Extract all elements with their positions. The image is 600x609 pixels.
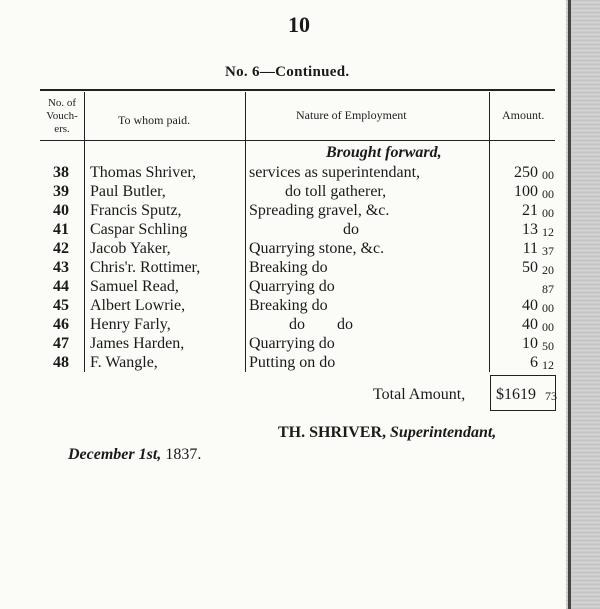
payee-name: Samuel Read,: [90, 278, 179, 295]
total-box-left: [490, 375, 491, 411]
amount-cents: 00: [542, 301, 554, 315]
signature: [278, 424, 496, 442]
signatory-name: TH. SHRIVER,: [278, 424, 387, 441]
amount-dollars: 21: [522, 202, 538, 219]
date: [68, 446, 201, 464]
total-bottom-rule: [490, 410, 555, 411]
table-title: No. 6—Continued.: [225, 64, 350, 80]
voucher-number: 41: [53, 221, 69, 238]
amount-dollars: 10: [522, 335, 538, 352]
voucher-number: 48: [53, 354, 69, 371]
header-bottom-rule: [40, 140, 555, 141]
voucher-number: 45: [53, 297, 69, 314]
amount-cents: 37: [542, 244, 554, 258]
amount-dollars: 11: [522, 240, 538, 257]
amount-cents: 12: [542, 358, 554, 372]
payee-name: Thomas Shriver,: [90, 164, 197, 181]
employment: do toll gatherer,: [285, 183, 387, 200]
scan-edge-line: [568, 0, 571, 609]
payee-name: Caspar Schling: [90, 221, 188, 238]
payee-name: Henry Farly,: [90, 316, 171, 333]
payee-name: Chris'r. Rottimer,: [90, 259, 201, 276]
payee-name: Francis Sputz,: [90, 202, 182, 219]
voucher-number: 42: [53, 240, 69, 257]
date-label: December 1st,: [68, 446, 162, 463]
employment: Quarrying stone, &c.: [249, 240, 385, 257]
voucher-number: 46: [53, 316, 69, 333]
amount-cents: 20: [542, 263, 554, 277]
voucher-number: 40: [53, 202, 69, 219]
header-employment: Nature of Employment: [296, 108, 407, 122]
employment: Quarrying do: [249, 278, 335, 295]
amount-dollars: 40: [522, 316, 538, 333]
amount-cents: 87: [542, 282, 554, 296]
payee-name: Jacob Yaker,: [90, 240, 171, 257]
date-year: 1837.: [165, 446, 202, 463]
amount-cents: 00: [542, 187, 554, 201]
header-number-line-3: ers.: [54, 123, 70, 135]
total-top-rule: [490, 375, 555, 376]
brought-forward: Brought forward,: [326, 144, 442, 161]
amount-dollars: 40: [522, 297, 538, 314]
voucher-number: 39: [53, 183, 69, 200]
amount-cents: 00: [542, 206, 554, 220]
voucher-number: 38: [53, 164, 69, 181]
employment: Putting on do: [249, 354, 336, 371]
employment: Spreading gravel, &c.: [249, 202, 390, 219]
amount-dollars: 6: [530, 354, 538, 371]
voucher-number: 44: [53, 278, 69, 295]
payee-name: F. Wangle,: [90, 354, 158, 371]
amount-dollars: 50: [522, 259, 538, 276]
employment: do: [343, 221, 359, 238]
scan-edge: [566, 0, 600, 609]
amount-dollars: 100: [514, 183, 538, 200]
amount-cents: 00: [542, 168, 554, 182]
amount-dollars: 13: [522, 221, 538, 238]
header-number: [40, 97, 84, 136]
amount-cents: 50: [542, 339, 554, 353]
employment: do do: [289, 316, 353, 333]
total-label: Total Amount,: [373, 386, 466, 403]
employment: Breaking do: [249, 259, 328, 276]
header-paid-to: To whom paid.: [118, 113, 191, 127]
voucher-number: 43: [53, 259, 69, 276]
page-number: 10: [288, 12, 310, 37]
amount-cents: 12: [542, 225, 554, 239]
amount-dollars: 250: [514, 164, 538, 181]
header-number-line-1: No. of: [47, 97, 77, 109]
payee-name: James Harden,: [90, 335, 185, 352]
header-amount: Amount.: [502, 108, 545, 122]
header-number-line-2: Vouch-: [46, 110, 78, 122]
signatory-title: Superintendant,: [390, 424, 497, 441]
voucher-number: 47: [53, 335, 69, 352]
col-divider-3: [489, 92, 490, 372]
employment: Breaking do: [249, 297, 328, 314]
employment: Quarrying do: [249, 335, 335, 352]
employment: services as superintendant,: [249, 164, 421, 181]
col-divider-2: [245, 92, 246, 372]
total-cents: 73: [545, 389, 557, 403]
payee-name: Paul Butler,: [90, 183, 166, 200]
payee-name: Albert Lowrie,: [90, 297, 186, 314]
amount-cents: 00: [542, 320, 554, 334]
table-top-rule: [40, 89, 555, 91]
col-divider-1: [84, 92, 85, 372]
total-dollars: $1619: [496, 386, 536, 403]
